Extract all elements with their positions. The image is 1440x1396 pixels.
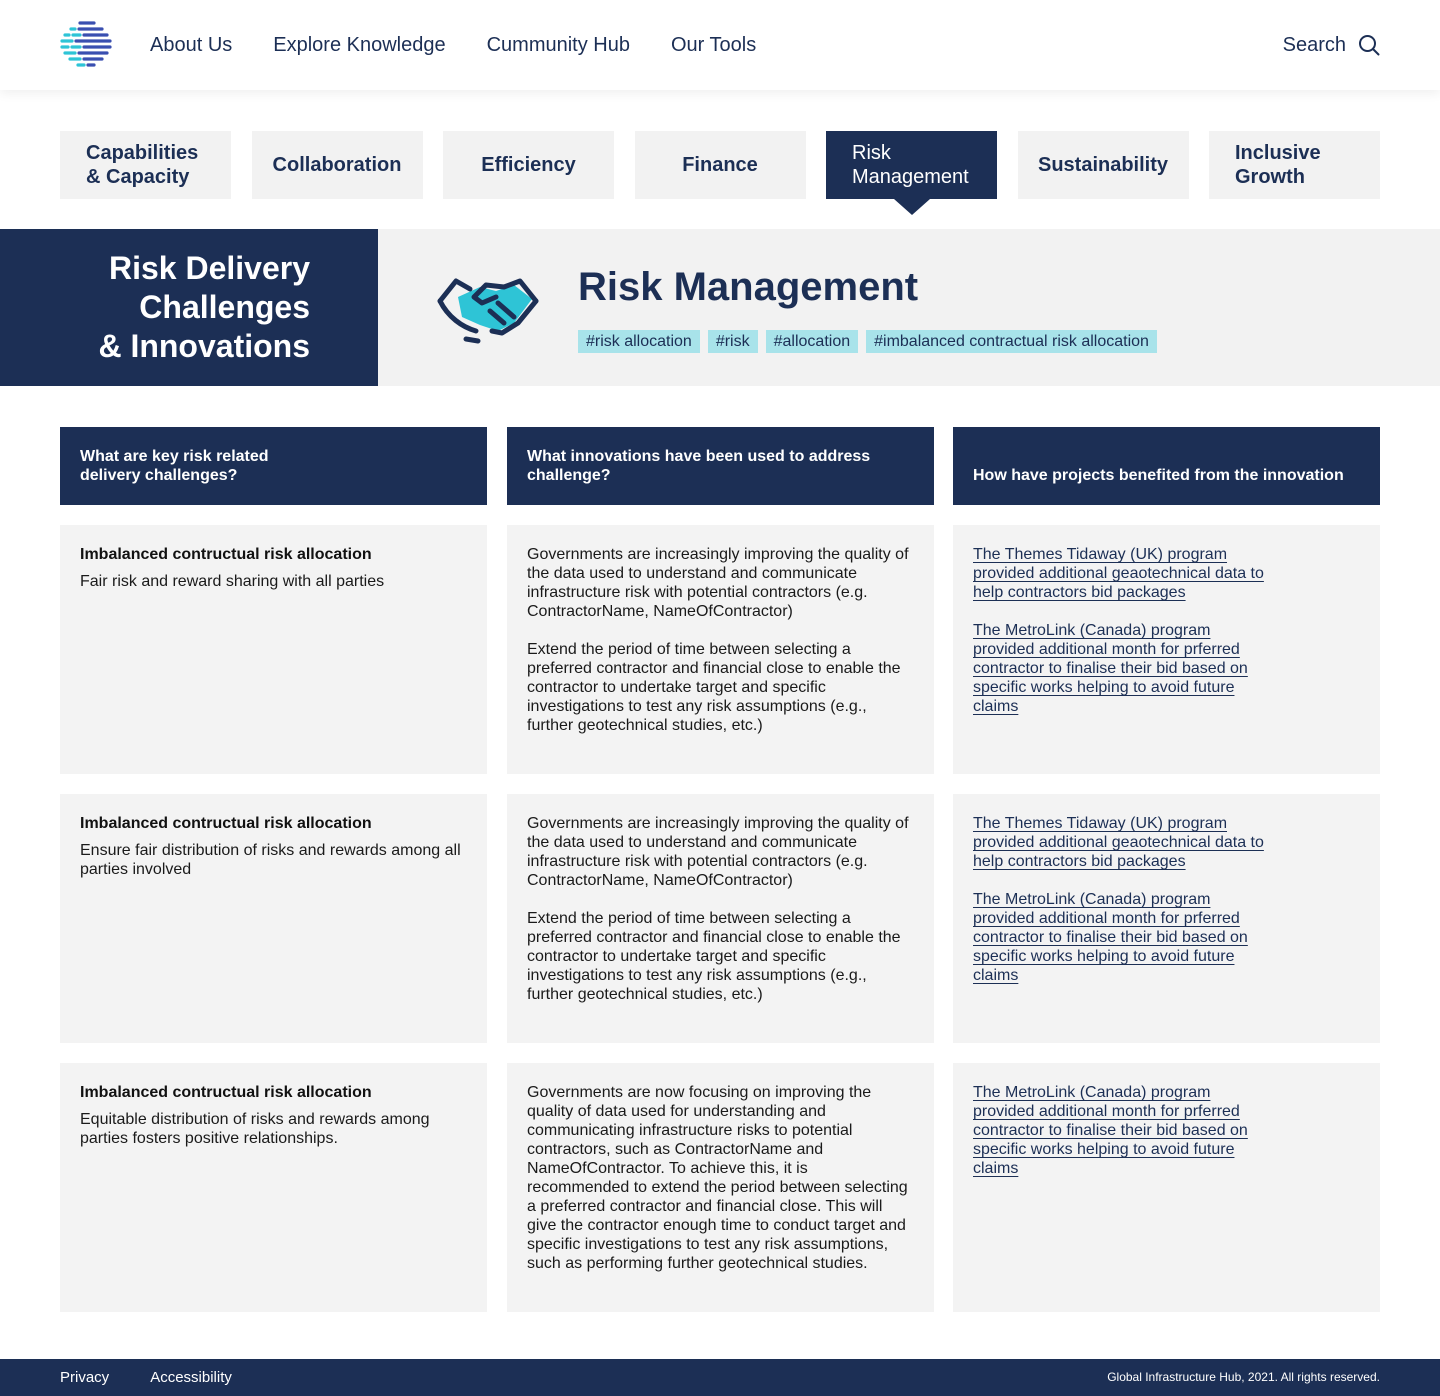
- tab-label-line: Risk: [852, 142, 891, 164]
- challenge-description: Fair risk and reward sharing with all parties: [80, 573, 385, 590]
- tab-label-line: Inclusive: [1235, 142, 1321, 164]
- innovation-text: Governments are increasingly improving the quality of the data used to understand and communicate infrastructure risk with potential contractors (e.g. ContractorName, NameOfContractor): [527, 546, 909, 620]
- benefit-link[interactable]: The Themes Tidaway (UK) program provided additional geaotechnical data to help contractors bid packages: [973, 546, 1264, 601]
- column-header-challenges: [60, 427, 487, 505]
- innovation-text: Extend the period of time between selecting a preferred contractor and financial close to enable the contractor to undertake target and specific investigations to test any risk assumptions (e.g., further geotechnical studies, etc.): [527, 641, 901, 734]
- search-icon: [1358, 34, 1380, 56]
- tag-risk[interactable]: #risk: [708, 330, 758, 353]
- tab-label: Collaboration: [272, 154, 402, 176]
- footer-accessibility-link[interactable]: Accessibility: [150, 1369, 232, 1386]
- tab-capabilities-capacity[interactable]: [60, 131, 231, 199]
- challenge-title: Imbalanced contructual risk allocation: [80, 815, 372, 832]
- innovation-card: [507, 525, 934, 774]
- main-nav: [150, 0, 797, 90]
- topic-banner: [0, 229, 1440, 386]
- column-header-label: What are key risk related delivery challenges?: [80, 448, 269, 484]
- page-title: Risk Management: [578, 265, 919, 309]
- innovation-text: Extend the period of time between selecting a preferred contractor and financial close to enable the contractor to undertake target and specific investigations to test any risk assumptions (e.g., further geotechnical studies, etc.): [527, 910, 901, 1003]
- section-heading-line: Challenges: [139, 289, 310, 325]
- nav-our-tools[interactable]: Our Tools: [671, 33, 757, 56]
- tab-label-line: Growth: [1235, 166, 1305, 188]
- tab-label-line: Capabilities: [86, 142, 199, 164]
- tab-sustainability[interactable]: [1018, 131, 1189, 199]
- tab-label: Finance: [682, 154, 758, 176]
- nav-explore-knowledge[interactable]: Explore Knowledge: [273, 33, 446, 56]
- handshake-icon: [436, 273, 540, 345]
- site-header: [0, 0, 1440, 90]
- section-heading-line: & Innovations: [98, 328, 310, 364]
- challenge-card: [60, 794, 487, 1043]
- tab-finance[interactable]: [635, 131, 806, 199]
- tag-risk-allocation[interactable]: #risk allocation: [578, 330, 700, 353]
- search-button[interactable]: [1283, 0, 1380, 90]
- challenge-description: Ensure fair distribution of risks and rewards among all parties involved: [80, 842, 461, 878]
- tag-imbalanced-contractual-risk-allocation[interactable]: #imbalanced contractual risk allocation: [866, 330, 1157, 353]
- category-tabs: [60, 131, 1380, 199]
- tab-label-line: & Capacity: [86, 166, 190, 188]
- benefit-card: [953, 794, 1380, 1043]
- section-heading-line: Risk Delivery: [108, 250, 310, 286]
- benefit-link[interactable]: The MetroLink (Canada) program provided additional month for prferred contractor to finalise their bid based on specific works helping to avoid future claims: [973, 1084, 1248, 1177]
- challenge-card: [60, 525, 487, 774]
- innovation-card: [507, 1063, 934, 1312]
- benefit-link[interactable]: The MetroLink (Canada) program provided additional month for prferred contractor to finalise their bid based on specific works helping to avoid future claims: [973, 891, 1248, 984]
- site-footer: [0, 1359, 1440, 1396]
- search-label: Search: [1282, 33, 1346, 56]
- footer-privacy-link[interactable]: Privacy: [60, 1369, 110, 1386]
- tab-risk-management[interactable]: [826, 131, 997, 199]
- tab-efficiency[interactable]: [443, 131, 614, 199]
- copyright-text: Global Infrastructure Hub, 2021. All rights reserved.: [1107, 1370, 1380, 1384]
- tab-label: Sustainability: [1037, 154, 1169, 176]
- nav-about-us[interactable]: About Us: [150, 33, 233, 56]
- section-heading: [0, 229, 378, 386]
- innovation-card: [507, 794, 934, 1043]
- challenge-title: Imbalanced contructual risk allocation: [80, 546, 372, 563]
- column-header-benefits: [953, 427, 1380, 505]
- benefit-link[interactable]: The MetroLink (Canada) program provided additional month for prferred contractor to finalise their bid based on specific works helping to avoid future claims: [973, 622, 1248, 715]
- innovation-text: Governments are now focusing on improving the quality of data used for understanding and communicating infrastructure risks to potential contractors, such as ContractorName and NameOfContractor. To achieve this, it is recommended to extend the period between selecting a preferred contractor and financial close. This will give the contractor enough time to conduct target and specific investigations to test any risk assumptions, such as performing further geotechnical studies.: [527, 1084, 908, 1272]
- logo-icon[interactable]: [60, 18, 112, 70]
- challenge-card: [60, 1063, 487, 1312]
- tab-label-line: Management: [852, 166, 969, 188]
- footer-links: [60, 1359, 273, 1396]
- nav-community-hub[interactable]: Cummunity Hub: [486, 33, 630, 56]
- column-header-label: What innovations have been used to address challenge?: [527, 448, 871, 484]
- innovation-text: Governments are increasingly improving the quality of the data used to understand and communicate infrastructure risk with potential contractors (e.g. ContractorName, NameOfContractor): [527, 815, 909, 889]
- tab-collaboration[interactable]: [252, 131, 423, 199]
- benefit-card: [953, 1063, 1380, 1312]
- tag-allocation[interactable]: #allocation: [766, 330, 859, 353]
- challenge-description: Equitable distribution of risks and rewards among parties fosters positive relationships.: [80, 1111, 430, 1147]
- benefit-link[interactable]: The Themes Tidaway (UK) program provided additional geaotechnical data to help contractors bid packages: [973, 815, 1264, 870]
- challenge-title: Imbalanced contructual risk allocation: [80, 1084, 372, 1101]
- tag-list: [578, 330, 1165, 353]
- column-header-label: How have projects benefited from the innovation: [973, 467, 1344, 484]
- tab-inclusive-growth[interactable]: [1209, 131, 1380, 199]
- column-header-innovations: [507, 427, 934, 505]
- benefit-card: [953, 525, 1380, 774]
- tab-label: Efficiency: [481, 154, 576, 176]
